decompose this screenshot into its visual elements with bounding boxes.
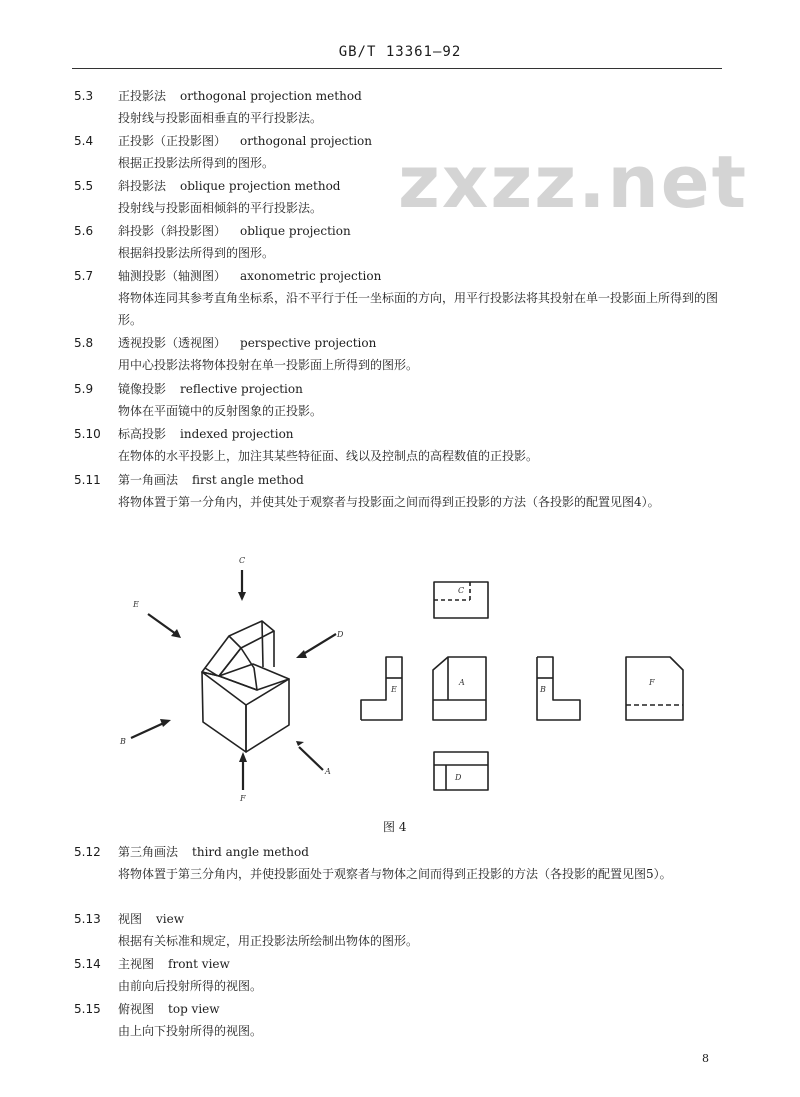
term-chinese: 斜投影法 (118, 179, 167, 193)
term-english: view (156, 912, 185, 926)
term-number: 5.6 (74, 224, 94, 238)
term-english: front view (168, 957, 230, 971)
term-definition: 由上向下投射所得的视图。 (118, 1024, 263, 1038)
term-chinese: 主视图 (118, 957, 155, 971)
term-chinese: 俯视图 (118, 1002, 155, 1016)
term-definition: 在物体的水平投影上，加注其某些特征面、线以及控制点的高程数值的正投影。 (118, 449, 539, 463)
term-number: 5.15 (74, 1002, 101, 1016)
direction-arrows (131, 570, 336, 790)
term-number: 5.4 (74, 134, 94, 148)
term-definition: 物体在平面镜中的反射图象的正投影。 (118, 404, 323, 418)
term-definition: 将物体连同其参考直角坐标系，沿不平行于任一坐标面的方向，用平行投影法将其投射在单一投影面上所得到的图形。 (118, 291, 719, 327)
standard-code-header: GB/T 13361—92 (338, 44, 462, 60)
term-english: axonometric projection (240, 269, 382, 283)
term-number: 5.14 (74, 957, 101, 971)
term-number: 5.3 (74, 89, 94, 103)
term-definition: 用中心投影法将物体投射在单一投影面上所得到的图形。 (118, 358, 419, 372)
view-label-e: E (391, 685, 397, 694)
term-definition: 由前向后投射所得的视图。 (118, 979, 263, 993)
direction-label-e: E (133, 600, 139, 609)
view-label-a: A (459, 678, 465, 687)
view-label-b: B (540, 685, 546, 694)
direction-label-c: C (239, 556, 246, 565)
term-definition: 根据有关标准和规定，用正投影法所绘制出物体的图形。 (118, 934, 419, 948)
term-number: 5.12 (74, 845, 101, 859)
term-english: reflective projection (180, 382, 303, 396)
term-english: orthogonal projection (240, 134, 372, 148)
direction-label-d: D (337, 630, 344, 639)
watermark: zxzz.net (398, 140, 749, 224)
term-chinese: 正投影（正投影图） (118, 134, 227, 148)
term-english: orthogonal projection method (180, 89, 362, 103)
term-definition: 根据斜投影法所得到的图形。 (118, 246, 275, 260)
view-label-f: F (649, 678, 655, 687)
figure-caption: 图 4 (383, 820, 407, 834)
term-definition: 投射线与投影面相倾斜的平行投影法。 (118, 201, 323, 215)
term-number: 5.9 (74, 382, 94, 396)
term-english: perspective projection (240, 336, 377, 350)
figure-4-first-angle-projection (0, 540, 800, 815)
term-number: 5.13 (74, 912, 101, 926)
term-chinese: 第三角画法 (118, 845, 179, 859)
term-number: 5.10 (74, 427, 101, 441)
page-number: 8 (702, 1052, 709, 1065)
term-english: oblique projection method (180, 179, 341, 193)
direction-label-b: B (120, 737, 126, 746)
term-english: third angle method (192, 845, 309, 859)
view-label-c: C (458, 586, 465, 595)
term-definition: 将物体置于第三分角内，并使投影面处于观察者与物体之间而得到正投影的方法（各投影的配置见图5）。 (118, 867, 672, 881)
term-definition: 将物体置于第一分角内，并使其处于观察者与投影面之间而得到正投影的方法（各投影的配置见图4）。 (118, 495, 660, 509)
term-english: indexed projection (180, 427, 294, 441)
term-number: 5.7 (74, 269, 94, 283)
term-chinese: 正投影法 (118, 89, 167, 103)
term-chinese: 透视投影（透视图） (118, 336, 227, 350)
term-definition: 根据正投影法所得到的图形。 (118, 156, 275, 170)
term-number: 5.11 (74, 473, 101, 487)
header-rule (72, 68, 722, 69)
term-english: first angle method (192, 473, 304, 487)
isometric-l-block (202, 621, 289, 752)
term-definition: 投射线与投影面相垂直的平行投影法。 (118, 111, 323, 125)
term-chinese: 视图 (118, 912, 143, 926)
view-a (433, 657, 486, 720)
term-chinese: 标高投影 (118, 427, 167, 441)
view-f (626, 657, 683, 720)
term-number: 5.5 (74, 179, 94, 193)
view-d (434, 752, 488, 790)
term-chinese: 斜投影（斜投影图） (118, 224, 227, 238)
term-chinese: 镜像投影 (118, 382, 167, 396)
term-english: top view (168, 1002, 220, 1016)
term-chinese: 第一角画法 (118, 473, 179, 487)
term-number: 5.8 (74, 336, 94, 350)
term-chinese: 轴测投影（轴测图） (118, 269, 227, 283)
term-english: oblique projection (240, 224, 351, 238)
direction-label-a: A (325, 767, 331, 776)
view-label-d: D (455, 773, 462, 782)
direction-label-f: F (240, 794, 246, 803)
